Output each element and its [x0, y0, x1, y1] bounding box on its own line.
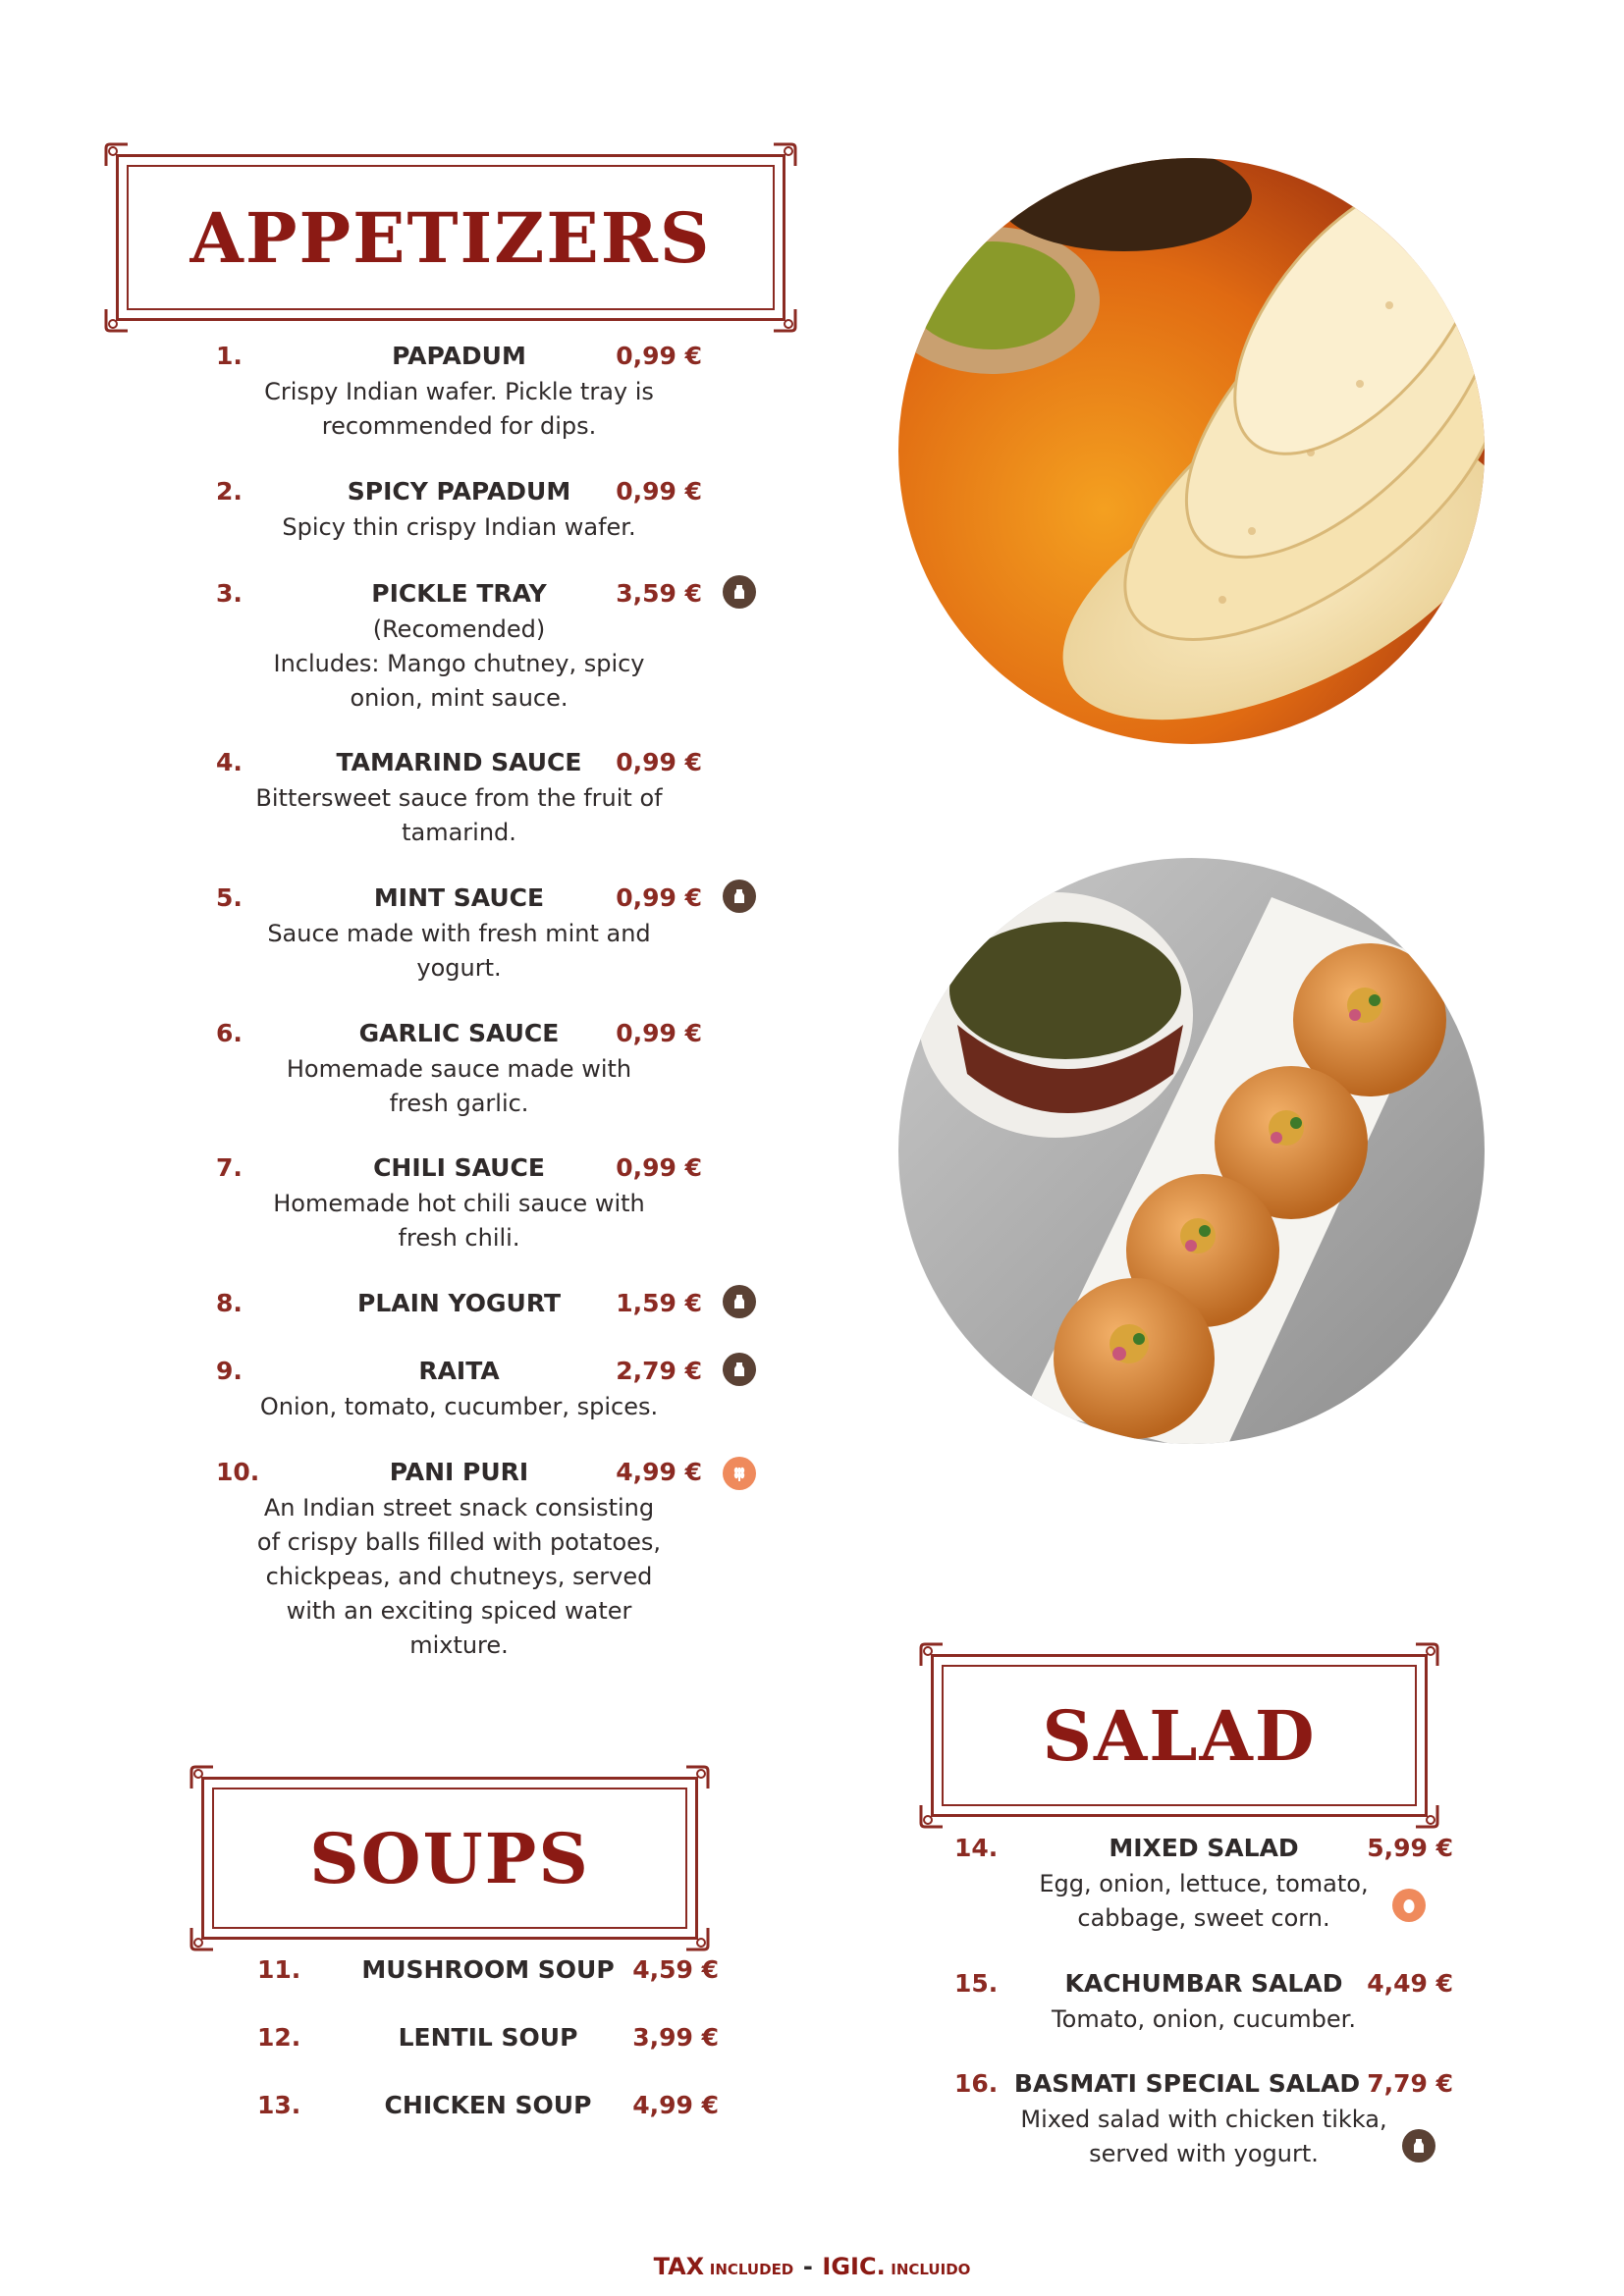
footer-incluido: INCLUIDO — [891, 2261, 971, 2278]
item-price: 5,99 € — [1367, 1834, 1453, 1862]
ornament-icon — [772, 307, 797, 333]
menu-item — [216, 748, 702, 850]
item-number: 7. — [216, 1153, 243, 1182]
item-price: 0,99 € — [616, 477, 702, 506]
item-name: GARLIC SAUCE — [358, 1019, 560, 1047]
ornament-icon — [104, 142, 130, 168]
item-name: LENTIL SOUP — [398, 2023, 578, 2052]
item-number: 4. — [216, 748, 243, 776]
item-name: PAPADUM — [392, 342, 526, 370]
footer-igic: IGIC. — [822, 2253, 886, 2280]
menu-item — [216, 477, 702, 545]
item-name: TAMARIND SAUCE — [336, 748, 582, 776]
item-description: Sauce made with fresh mint and — [267, 920, 651, 947]
ornament-icon — [189, 1926, 215, 1951]
item-description: An Indian street snack consisting — [263, 1494, 655, 1522]
item-number: 11. — [257, 1955, 301, 1984]
menu-item-head — [216, 1357, 702, 1390]
ornament-icon — [684, 1765, 710, 1790]
menu-item — [954, 1834, 1453, 1936]
menu-item-head — [954, 1969, 1453, 2002]
item-name: MUSHROOM SOUP — [361, 1955, 615, 1984]
tax-footer — [0, 2253, 1624, 2280]
item-description: Crispy Indian wafer. Pickle tray is — [264, 378, 654, 405]
item-price: 2,79 € — [616, 1357, 702, 1385]
menu-item — [257, 1955, 719, 1989]
item-description: Tomato, onion, cucumber. — [1052, 2005, 1356, 2033]
item-description: Spicy thin crispy Indian wafer. — [282, 513, 636, 541]
menu-item-head — [216, 477, 702, 510]
menu-item — [216, 1357, 702, 1424]
item-price: 4,99 € — [632, 2091, 719, 2119]
item-description: Includes: Mango chutney, spicy — [273, 650, 645, 677]
pani-puri-photo — [898, 858, 1485, 1444]
item-name: CHILI SAUCE — [373, 1153, 545, 1182]
item-description: onion, mint sauce. — [350, 684, 568, 712]
item-name: KACHUMBAR SALAD — [1064, 1969, 1343, 1998]
menu-item — [216, 1458, 702, 1663]
egg-icon — [1392, 1889, 1426, 1922]
item-description: yogurt. — [416, 954, 502, 982]
item-name: PICKLE TRAY — [371, 579, 547, 608]
ornament-icon — [1414, 1642, 1439, 1668]
item-price: 4,49 € — [1367, 1969, 1453, 1998]
item-name: PANI PURI — [389, 1458, 529, 1486]
item-price: 4,99 € — [616, 1458, 702, 1486]
item-name: RAITA — [418, 1357, 500, 1385]
menu-item — [216, 883, 702, 986]
item-price: 0,99 € — [616, 748, 702, 776]
section-title-soups: SOUPS — [309, 1817, 590, 1899]
ornament-icon — [104, 307, 130, 333]
item-number: 1. — [216, 342, 243, 370]
item-description: cabbage, sweet corn. — [1077, 1904, 1330, 1932]
item-number: 14. — [954, 1834, 999, 1862]
menu-item-head — [216, 1153, 702, 1187]
item-description: Egg, onion, lettuce, tomato, — [1039, 1870, 1369, 1897]
menu-item-head — [216, 748, 702, 781]
item-price: 1,59 € — [616, 1289, 702, 1317]
item-name: CHICKEN SOUP — [384, 2091, 592, 2119]
item-name: MIXED SALAD — [1109, 1834, 1299, 1862]
gluten-icon — [723, 1457, 756, 1490]
dairy-icon — [723, 575, 756, 609]
dairy-icon — [723, 1353, 756, 1386]
footer-dash: - — [802, 2253, 813, 2280]
menu-item-head — [216, 1019, 702, 1052]
item-price: 0,99 € — [616, 883, 702, 912]
item-description: of crispy balls filled with potatoes, — [256, 1528, 662, 1556]
item-price: 4,59 € — [632, 1955, 719, 1984]
item-number: 9. — [216, 1357, 243, 1385]
menu-item — [216, 1153, 702, 1255]
item-description: served with yogurt. — [1089, 2140, 1319, 2167]
item-description: fresh chili. — [398, 1224, 520, 1252]
item-number: 15. — [954, 1969, 999, 1998]
item-price: 0,99 € — [616, 1153, 702, 1182]
menu-item-head — [216, 1289, 702, 1322]
item-description: Homemade sauce made with — [286, 1055, 632, 1083]
item-description: Homemade hot chili sauce with — [273, 1190, 645, 1217]
item-number: 13. — [257, 2091, 301, 2119]
item-description: fresh garlic. — [389, 1090, 529, 1117]
menu-item-head — [216, 1458, 702, 1491]
item-number: 8. — [216, 1289, 243, 1317]
item-description: Bittersweet sauce from the fruit of — [255, 784, 663, 812]
ornament-icon — [1414, 1803, 1439, 1829]
section-title-salad: SALAD — [1042, 1694, 1317, 1777]
item-price: 0,99 € — [616, 342, 702, 370]
section-title-appetizers: APPETIZERS — [189, 196, 712, 279]
item-description: chickpeas, and chutneys, served — [265, 1563, 653, 1590]
item-name: MINT SAUCE — [373, 883, 545, 912]
appetizers-header — [116, 154, 785, 321]
ornament-icon — [919, 1642, 945, 1668]
soups-header — [201, 1777, 698, 1940]
ornament-icon — [189, 1765, 215, 1790]
menu-item — [216, 1019, 702, 1121]
item-number: 6. — [216, 1019, 243, 1047]
item-name: SPICY PAPADUM — [347, 477, 571, 506]
ornament-icon — [772, 142, 797, 168]
menu-item — [216, 1289, 702, 1322]
menu-item-head — [257, 1955, 719, 1989]
item-price: 0,99 € — [616, 1019, 702, 1047]
item-name: BASMATI SPECIAL SALAD — [1013, 2069, 1361, 2098]
item-number: 3. — [216, 579, 243, 608]
menu-item-head — [954, 2069, 1453, 2103]
item-description: recommended for dips. — [321, 412, 597, 440]
dairy-icon — [723, 880, 756, 913]
menu-item — [954, 1969, 1453, 2037]
item-price: 3,99 € — [632, 2023, 719, 2052]
menu-item — [216, 342, 702, 444]
menu-item-head — [257, 2023, 719, 2056]
menu-item — [257, 2023, 719, 2056]
item-price: 7,79 € — [1367, 2069, 1453, 2098]
item-description: Mixed salad with chicken tikka, — [1020, 2106, 1387, 2133]
item-description: mixture. — [409, 1631, 509, 1659]
item-description: tamarind. — [402, 819, 516, 846]
item-number: 10. — [216, 1458, 260, 1486]
menu-item — [257, 2091, 719, 2124]
item-number: 2. — [216, 477, 243, 506]
item-description: Onion, tomato, cucumber, spices. — [259, 1393, 659, 1420]
menu-item-head — [216, 342, 702, 375]
ornament-icon — [684, 1926, 710, 1951]
menu-item-head — [954, 1834, 1453, 1867]
salad-header — [931, 1654, 1428, 1817]
item-name: PLAIN YOGURT — [357, 1289, 561, 1317]
item-number: 16. — [954, 2069, 999, 2098]
footer-tax: TAX — [653, 2253, 705, 2280]
menu-item-head — [216, 883, 702, 917]
item-price: 3,59 € — [616, 579, 702, 608]
dairy-icon — [723, 1285, 756, 1318]
item-number: 5. — [216, 883, 243, 912]
papadum-photo — [898, 158, 1485, 744]
menu-item-head — [257, 2091, 719, 2124]
item-number: 12. — [257, 2023, 301, 2052]
menu-item-head — [216, 579, 702, 613]
menu-item — [216, 579, 702, 716]
menu-item — [954, 2069, 1453, 2171]
ornament-icon — [919, 1803, 945, 1829]
dairy-icon — [1402, 2129, 1435, 2163]
item-description: with an exciting spiced water — [286, 1597, 632, 1625]
footer-included: INCLUDED — [709, 2261, 794, 2278]
item-description: (Recomended) — [372, 615, 546, 643]
